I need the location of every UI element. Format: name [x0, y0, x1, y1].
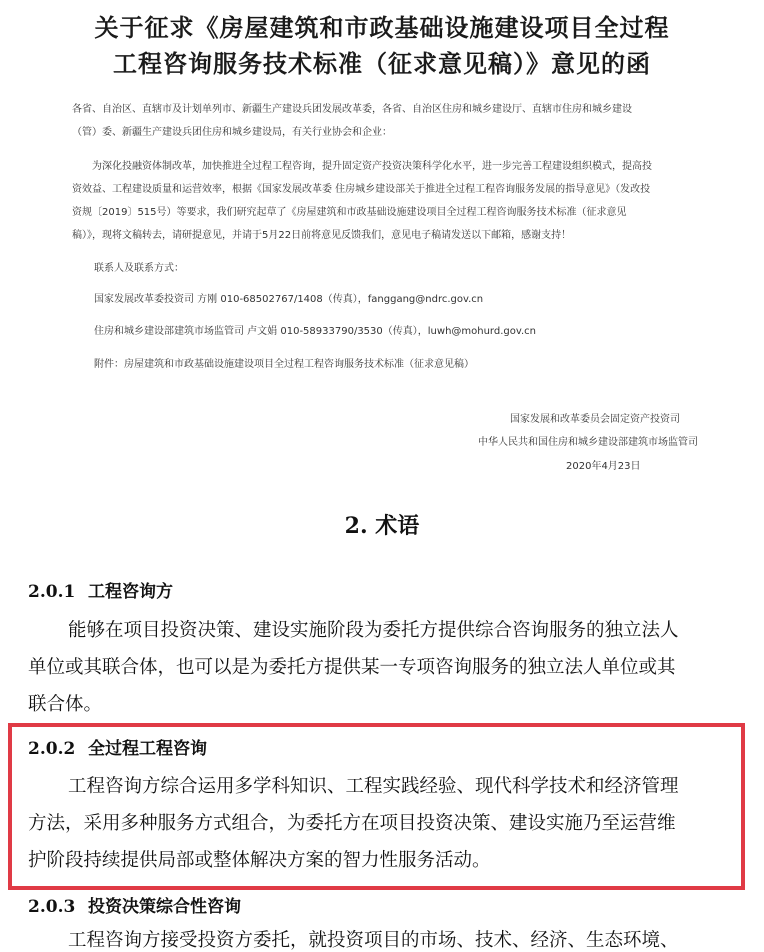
- term-body-line: 能够在项目投资决策、建设实施阶段为委托方提供综合咨询服务的独立法人: [68, 620, 679, 641]
- term-body-line: 单位或其联合体，也可以是为委托方提供某一专项咨询服务的独立法人单位或其: [28, 657, 676, 678]
- term-title: 投资决策综合性咨询: [88, 897, 241, 917]
- term-body-line: 联合体。: [28, 694, 103, 715]
- term-body-line: 护阶段持续提供局部或整体解决方案的智力性服务活动。: [28, 850, 491, 871]
- contact-ndrc: 国家发展改革委投资司 方刚 010-68502767/1408（传真），fanggang@ndrc.gov.cn: [94, 294, 484, 305]
- recipients-line-1: 各省、自治区、直辖市及计划单列市、新疆生产建设兵团发展改革委，各省、自治区住房和城乡建设厅、直辖市住房和城乡建设: [72, 104, 632, 115]
- notice-title-line-1: 关于征求《房屋建筑和市政基础设施建设项目全过程: [94, 14, 670, 42]
- term-body-line: 工程咨询方接受投资方委托，就投资项目的市场、技术、经济、生态环境、: [68, 930, 679, 951]
- term-number: 2.0.3: [28, 897, 76, 917]
- notice-body-line-2: 资效益、工程建设质量和运营效率，根据《国家发展改革委 住房城乡建设部关于推进全过程工程咨询服务发展的指导意见》（发改投: [72, 184, 651, 195]
- term-number: 2.0.2: [28, 739, 76, 759]
- notice-title-line-2: 工程咨询服务技术标准（征求意见稿）》意见的函: [113, 50, 651, 78]
- sender-mohurd: 中华人民共和国住房和城乡建设部建筑市场监管司: [478, 437, 698, 448]
- term-heading: [28, 734, 207, 759]
- term-title: 工程咨询方: [88, 582, 173, 602]
- term-heading: [28, 577, 173, 602]
- term-body-line: 方法，采用多种服务方式组合，为委托方在项目投资决策、建设实施乃至运营维: [28, 813, 676, 834]
- term-number: 2.0.1: [28, 582, 76, 602]
- sender-ndrc: 国家发展和改革委员会固定资产投资司: [510, 414, 680, 425]
- recipients-line-2: （管）委、新疆生产建设兵团住房和城乡建设局，有关行业协会和企业：: [72, 127, 392, 138]
- notice-body-line-4: 稿）》，现将文稿转去，请研提意见，并请于5月22日前将意见反馈我们，意见电子稿请发送以下邮箱，感谢支持！: [72, 230, 572, 241]
- notice-body-line-3: 资规〔2019〕515号）等要求，我们研究起草了《房屋建筑和市政基础设施建设项目全过程工程咨询服务技术标准（征求意见: [72, 207, 627, 218]
- contact-mohurd: 住房和城乡建设部建筑市场监管司 卢文娟 010-58933790/3530（传真），luwh@mohurd.gov.cn: [94, 326, 537, 337]
- contact-label: 联系人及联系方式：: [94, 263, 184, 274]
- attachment-line: 附件：房屋建筑和市政基础设施建设项目全过程工程咨询服务技术标准（征求意见稿）: [94, 359, 474, 370]
- notice-body-line-1: 为深化投融资体制改革，加快推进全过程工程咨询，提升固定资产投资决策科学化水平，进一步完善工程建设组织模式，提高投: [92, 161, 652, 172]
- notice-date: 2020年4月23日: [566, 461, 641, 472]
- section-title: 2. 术语: [344, 513, 420, 539]
- term-body-line: 工程咨询方综合运用多学科知识、工程实践经验、现代科学技术和经济管理: [68, 776, 679, 797]
- term-title: 全过程工程咨询: [88, 739, 207, 759]
- term-heading: [28, 892, 241, 917]
